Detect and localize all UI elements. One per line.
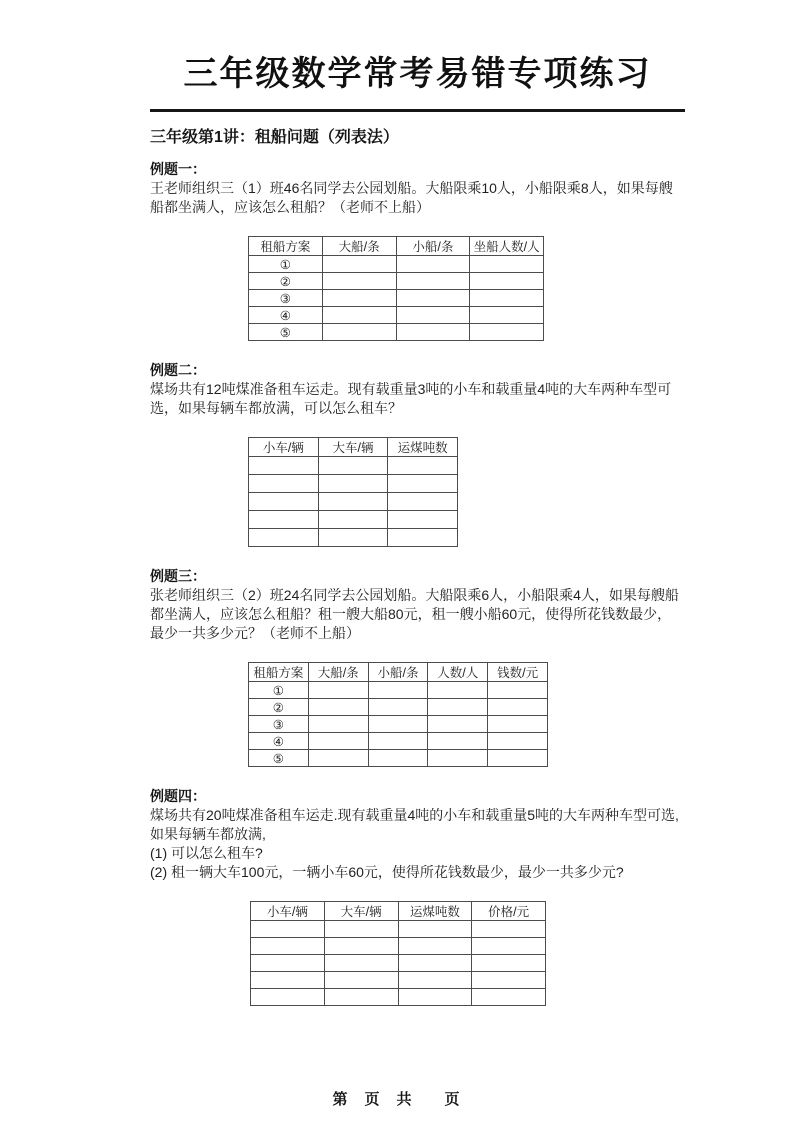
example-table [248,662,548,767]
scheme-number-cell: ③ [249,290,323,307]
table-row [249,750,548,767]
table-cell [249,493,319,511]
table-cell [398,921,472,938]
table-cell [368,733,428,750]
table-row [251,972,546,989]
table-cell [318,529,388,547]
scheme-number-cell: ④ [249,307,323,324]
table-cell [324,972,398,989]
table-cell [308,699,368,716]
table-cell [470,273,544,290]
table-row [249,475,458,493]
table-cell [428,699,488,716]
table-cell [308,716,368,733]
example-text [150,806,685,882]
table-row [251,955,546,972]
table-cell [322,324,396,341]
example-text [150,380,685,418]
table-row [249,682,548,699]
page-footer: 第 页 共 页 [332,1091,461,1108]
example-text-line: 选，如果每辆车都放满，可以怎么租车？ [150,400,402,416]
table-header-cell: 运煤吨数 [398,902,472,921]
table-cell [388,511,458,529]
table-cell [324,955,398,972]
table-row [249,699,548,716]
example-text-line: 最少一共多少元？（老师不上船） [150,625,360,641]
example-label: 例题一： [150,161,206,177]
table-row [249,256,544,273]
table-row [249,457,458,475]
table-cell [428,682,488,699]
table-cell [251,955,325,972]
example-text-line: 船都坐满人，应该怎么租船？（老师不上船） [150,199,430,215]
table-row [249,529,458,547]
scheme-number-cell: ① [249,256,323,273]
table-cell [472,938,546,955]
table-row [249,324,544,341]
table-cell [396,273,470,290]
table-cell [322,307,396,324]
table-cell [249,511,319,529]
table-cell [470,307,544,324]
table-cell [368,699,428,716]
table-row [249,273,544,290]
table-header-row [251,902,546,921]
table-cell [488,716,548,733]
table-row [249,733,548,750]
table-cell [251,989,325,1006]
table-cell [249,457,319,475]
table-cell [322,273,396,290]
page-title: 三年级数学常考易错专项练习 [183,55,652,93]
table-cell [398,972,472,989]
example-text [150,179,685,217]
example-text-line: 如果每辆车都放满, [150,826,266,842]
table-header-row [249,438,458,457]
table-cell [368,750,428,767]
example-block [150,160,685,341]
table-row [249,290,544,307]
table-cell [251,921,325,938]
table-header-cell: 小船/条 [396,237,470,256]
table-header-cell: 租船方案 [249,663,309,682]
table-cell [488,733,548,750]
table-row [249,511,458,529]
table-cell [396,307,470,324]
table-cell [308,750,368,767]
table-cell [322,256,396,273]
scheme-number-cell: ② [249,273,323,290]
example-label: 例题三： [150,568,206,584]
table-cell [488,682,548,699]
example-label: 例题二： [150,362,206,378]
table-header-cell: 运煤吨数 [388,438,458,457]
table-cell [470,290,544,307]
table-row [249,493,458,511]
example-table [248,437,458,547]
table-cell [396,290,470,307]
scheme-number-cell: ⑤ [249,750,309,767]
table-header-cell: 小船/条 [368,663,428,682]
table-header-row [249,237,544,256]
table-row [251,921,546,938]
table-cell [322,290,396,307]
table-cell [472,972,546,989]
example-text-line: 都坐满人，应该怎么租船？租一艘大船80元，租一艘小船60元，使得所花钱数最少， [150,606,672,622]
table-row [251,938,546,955]
table-cell [249,475,319,493]
table-header-cell: 小车/辆 [249,438,319,457]
title-underline [150,109,685,112]
table-header-cell: 租船方案 [249,237,323,256]
table-cell [398,989,472,1006]
table-header-row [249,663,548,682]
table-header-cell: 大船/条 [308,663,368,682]
table-row [249,716,548,733]
table-cell [388,493,458,511]
table-cell [318,511,388,529]
scheme-number-cell: ② [249,699,309,716]
table-cell [396,256,470,273]
table-cell [398,938,472,955]
table-cell [318,457,388,475]
table-header-cell: 大车/辆 [324,902,398,921]
example-block [150,361,685,547]
examples-container [150,160,685,1006]
table-cell [428,750,488,767]
table-row [249,307,544,324]
table-cell [368,716,428,733]
table-cell [398,955,472,972]
table-cell [388,475,458,493]
example-block [150,567,685,767]
section-heading: 三年级第1讲：租船问题（列表法） [150,129,399,146]
table-cell [308,733,368,750]
table-header-cell: 价格/元 [472,902,546,921]
table-cell [428,716,488,733]
table-cell [488,750,548,767]
table-cell [318,493,388,511]
example-text-line: 煤场共有20吨煤准备租车运走.现有载重量4吨的小车和载重量5吨的大车两种车型可选, [150,807,679,823]
table-cell [251,972,325,989]
table-header-cell: 小车/辆 [251,902,325,921]
table-header-cell: 坐船人数/人 [470,237,544,256]
table-cell [396,324,470,341]
table-header-cell: 大车/辆 [318,438,388,457]
example-table [248,236,544,341]
scheme-number-cell: ⑤ [249,324,323,341]
example-text-line: (1) 可以怎么租车? [150,845,263,861]
table-cell [251,938,325,955]
scheme-number-cell: ① [249,682,309,699]
table-cell [428,733,488,750]
example-block [150,787,685,1006]
table-cell [388,529,458,547]
table-header-cell: 人数/人 [428,663,488,682]
example-table [250,901,546,1006]
table-cell [249,529,319,547]
table-cell [470,256,544,273]
table-cell [472,921,546,938]
table-cell [472,955,546,972]
table-cell [470,324,544,341]
table-cell [388,457,458,475]
table-cell [324,921,398,938]
table-cell [488,699,548,716]
table-cell [472,989,546,1006]
example-text [150,586,685,643]
scheme-number-cell: ③ [249,716,309,733]
table-cell [324,989,398,1006]
scheme-number-cell: ④ [249,733,309,750]
table-cell [318,475,388,493]
example-text-line: 王老师组织三（1）班46名同学去公园划船。大船限乘10人，小船限乘8人，如果每艘 [150,180,673,196]
example-text-line: 张老师组织三（2）班24名同学去公园划船。大船限乘6人，小船限乘4人，如果每艘船 [150,587,679,603]
example-label: 例题四： [150,788,206,804]
table-cell [308,682,368,699]
table-row [251,989,546,1006]
table-header-cell: 大船/条 [322,237,396,256]
table-cell [324,938,398,955]
example-text-line: 煤场共有12吨煤准备租车运走。现有载重量3吨的小车和载重量4吨的大车两种车型可 [150,381,672,397]
table-cell [368,682,428,699]
table-header-cell: 钱数/元 [488,663,548,682]
example-text-line: (2) 租一辆大车100元，一辆小车60元，使得所花钱数最少，最少一共多少元? [150,864,624,880]
